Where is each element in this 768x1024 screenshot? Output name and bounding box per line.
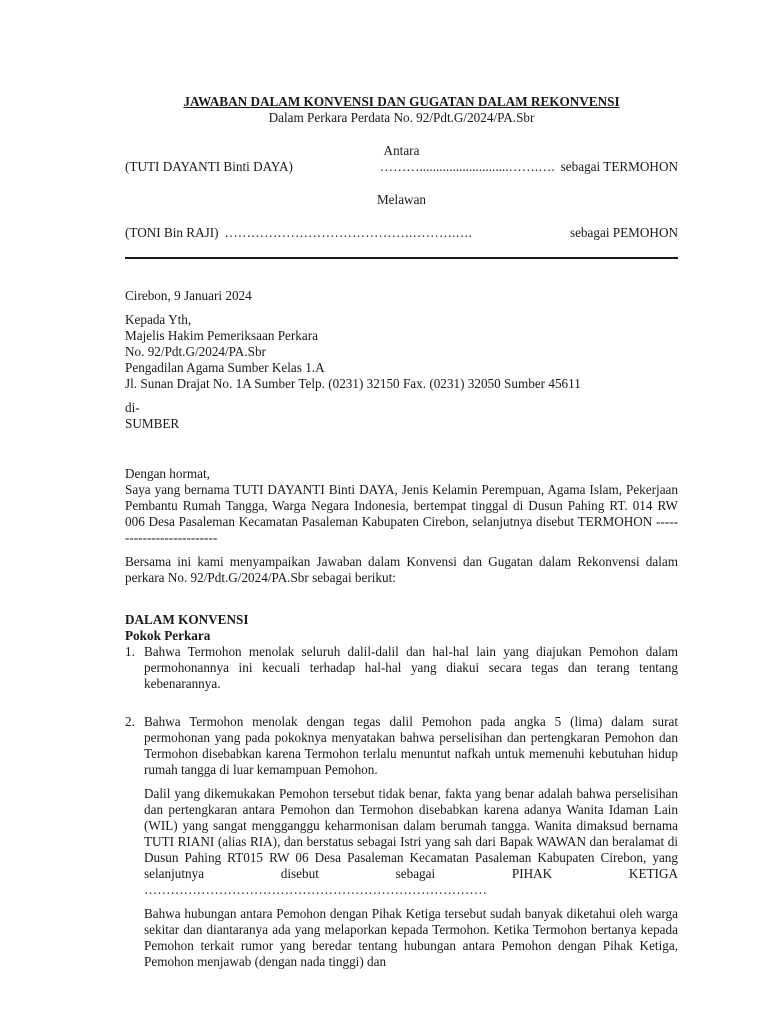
document-title: JAWABAN DALAM KONVENSI DAN GUGATAN DALAM REKONVENSI xyxy=(183,94,620,109)
case-number-line: Dalam Perkara Perdata No. 92/Pdt.G/2024/PA.Sbr xyxy=(268,110,535,125)
purpose-paragraph: Bersama ini kami menyampaikan Jawaban dalam Konvensi dan Gugatan dalam Rekonvensi dalam perkara No. 92/Pdt.G/2024/PA.Sbr sebagai berikut: xyxy=(125,554,678,585)
list-item-text: Bahwa Termohon menolak dengan tegas dalil Pemohon pada angka 5 (lima) dalam surat permohonan yang pada pokoknya menyatakan bahwa perselisihan dan pertengkaran Pemohon dan Termohon disebabkan karena Termohon terlalu menuntut nafkah untuk memenuhi kebutuhan hidup rumah tangga di luar kemampuan Pemohon. xyxy=(144,714,678,777)
party-termohon-dots: ………...........................…….…. xyxy=(379,159,555,174)
horizontal-rule xyxy=(125,257,678,259)
addressee-line: No. 92/Pdt.G/2024/PA.Sbr xyxy=(125,344,266,359)
list-item xyxy=(125,714,678,778)
melawan-label: Melawan xyxy=(376,192,427,207)
konvensi-list xyxy=(125,644,678,778)
dalil-paragraph-dots: …………………………………………………………………… xyxy=(144,882,487,897)
list-item-number: 2. xyxy=(125,714,135,729)
party-pemohon-dots: …………………………………….……….…. xyxy=(224,225,472,240)
party-termohon-name: (TUTI DAYANTI Binti DAYA) xyxy=(125,159,293,174)
addressee-line: Pengadilan Agama Sumber Kelas 1.A xyxy=(125,360,325,375)
list-item xyxy=(125,644,678,692)
list-item-text: Bahwa Termohon menolak seluruh dalil-dalil dan hal-hal lain yang diajukan Pemohon dalam permohonannya ini kecuali terhadap hal-hal yang diakui secara tegas dan terang tentang kebenarannya. xyxy=(144,644,678,691)
antara-label: Antara xyxy=(383,143,420,158)
party-termohon-role: sebagai TERMOHON xyxy=(560,159,678,174)
addressee-line: Jl. Sunan Drajat No. 1A Sumber Telp. (0231) 32150 Fax. (0231) 32050 Sumber 45611 xyxy=(125,376,581,391)
list-item-number: 1. xyxy=(125,644,135,659)
document-content xyxy=(125,94,678,970)
section-heading-konvensi: DALAM KONVENSI xyxy=(125,612,249,627)
greeting: Dengan hormat, xyxy=(125,466,210,481)
party-pemohon-role: sebagai PEMOHON xyxy=(569,225,678,240)
city-label: SUMBER xyxy=(125,416,180,431)
addressee-line: Kepada Yth, xyxy=(125,312,192,327)
hubungan-paragraph: Bahwa hubungan antara Pemohon dengan Pihak Ketiga tersebut sudah banyak diketahui oleh warga sekitar dan diantaranya ada yang melaporkan kepada Termohon. Ketika Termohon bertanya kepada Pemohon terkait rumor yang beredar tentang hubungan antara Pemohon dengan Pihak Ketiga, Pemohon menjawab (dengan nada tinggi) dan xyxy=(144,906,678,969)
addressee-block xyxy=(125,312,678,392)
party-termohon-line xyxy=(125,159,678,175)
di-label: di- xyxy=(125,400,140,415)
letter-date: Cirebon, 9 Januari 2024 xyxy=(125,288,252,303)
intro-paragraph: Saya yang bernama TUTI DAYANTI Binti DAYA, Jenis Kelamin Perempuan, Agama Islam, Pekerjaan Pembantu Rumah Tangga, Warga Negara Indonesia, bertempat tinggal di Dusun Pahing RT. 014 RW 006 Desa Pasaleman Kecamatan Pasaleman Kabupaten Cirebon, selanjutnya disebut TERMOHON -------------------------- xyxy=(125,482,678,545)
dalil-paragraph: Dalil yang dikemukakan Pemohon tersebut tidak benar, fakta yang benar adalah bahwa perselisihan dan pertengkaran antara Pemohon dan Termohon disebabkan karena adanya Wanita Idaman Lain (WIL) yang sangat mengganggu keharmonisan dalam berumah tangga. Wanita dimaksud bernama TUTI RIANI (alias RIA), dan berstatus sebagai Istri yang sah dari Bapak WAWAN dan beralamat di Dusun Pahing RT015 RW 06 Desa Pasaleman Kecamatan Pasaleman Kabupaten Cirebon, yang selanjutnya disebut sebagai PIHAK KETIGA xyxy=(144,786,678,881)
section-subheading-pokok: Pokok Perkara xyxy=(125,628,211,643)
party-pemohon-name: (TONI Bin RAJI) xyxy=(125,225,219,240)
addressee-line: Majelis Hakim Pemeriksaan Perkara xyxy=(125,328,318,343)
party-pemohon-line xyxy=(125,225,678,241)
